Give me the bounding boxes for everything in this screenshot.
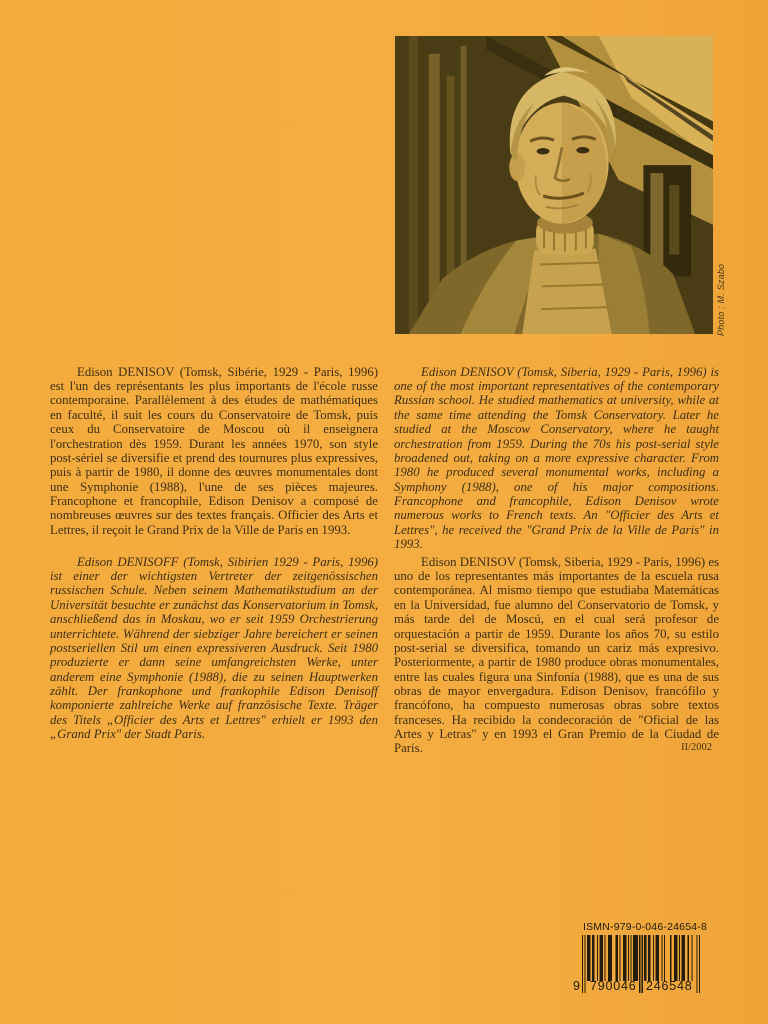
paragraph-german: Edison DENISOFF (Tomsk, Sibirien 1929 - Paris, 1996) ist einer der wichtigsten Vertreter der zeitgenössischen russischen Schule. Neben seinem Mathematikstudium an der Universität besuchte er zunächst das Konservatorium in Tomsk, anschließend das in Moskau, wo er seit 1959 Orchestrierung unterrichtete. Während der siebziger Jahre bereichert er seinen postseriellen Stil um einen expressiveren Ausdruck. Seit 1980 produzierte er dann seine umfangreichsten Werke, unter anderem eine Symphonie (1988), die zu seinen Hauptwerken zählt. Der frankophone und frankophile Edison Denisoff komponierte zahlreiche Werke auf französische Texte. Träger des Titels „Officier des Arts et Lettres" erhielt er 1993 den „Grand Prix" der Stadt Paris. [50,554,378,741]
ismn-label: ISMN-979-0-046-24654-8 [582,921,708,933]
edition-code: II/2002 [681,742,712,753]
portrait-photo [395,36,713,334]
paragraph-spanish: Edison DENISOV (Tomsk, Siberia, 1929 - París, 1996) es uno de los representantes más importantes de la escuela rusa contemporánea. Al mismo tiempo que estudiaba Matemáticas en la Universidad, fue alumno del Conservatorio de Tomsk, y más tarde del de Moscú, en el cual será profesor de orquestación a partir de 1959. Durante los años 70, su estilo post-serial se diversifica, tomando un cariz más expresivo. Posteriormente, a partir de 1980 produce obras monumentales, entre las cuales figura una Sinfonía (1988), que es una de sus obras de mayor envergadura. Edison Denisov, francófilo y francófono, ha compuesto numerosas obras sobre textos franceses. Ha recibido la condecoración de "Oficial de las Artes y Letras" y en 1993 el Gran Premio de la Ciudad de París. [394,554,719,756]
portrait-photo-image [395,36,713,334]
barcode-digits-right: 246548 [646,979,693,993]
barcode-digit-leading: 9 [573,979,581,993]
barcode-digits-left: 790046 [590,979,637,993]
barcode-block [574,921,716,1005]
photo-credit: Photo : M. Szabo [716,263,726,336]
paragraph-french: Edison DENISOV (Tomsk, Sibérie, 1929 - Paris, 1996) est l'un des représentants les plus importants de l'école russe contemporaine. Parallèlement à des études de mathématiques en faculté, il suit les cours du Conservatoire de Tomsk, puis ceux du Conservatoire de Moscou où il enseignera l'orchestration dès 1959. Durant les années 1970, son style post-sériel se diversifie et prend des tournures plus expressives, puis à partir de 1980, il donne des œuvres monumentales dont une Symphonie (1988), l'une de ses pièces majeures. Francophone et francophile, Edison Denisov a composé de nombreuses œuvres sur des textes français. Officier des Arts et Lettres, il reçoit le Grand Prix de la Ville de Paris en 1993. [50,364,378,537]
paragraph-english: Edison DENISOV (Tomsk, Siberia, 1929 - Paris, 1996) is one of the most important representatives of the contemporary Russian school. He studied mathematics at university, while at the same time attending the Tomsk Conservatory. Later he studied at the Moscow Conservatory, where he taught orchestration from 1959. During the 70s his post-serial style broadened out, taking on a more expressive character. From 1980 he produced several monumental works, including a Symphony (1988), one of his major compositions. Francophone and francophile, Edison Denisov wrote numerous works to French texts. An "Officier des Arts et Lettres", he received the "Grand Prix de la Ville de Paris" in 1993. [394,364,719,551]
